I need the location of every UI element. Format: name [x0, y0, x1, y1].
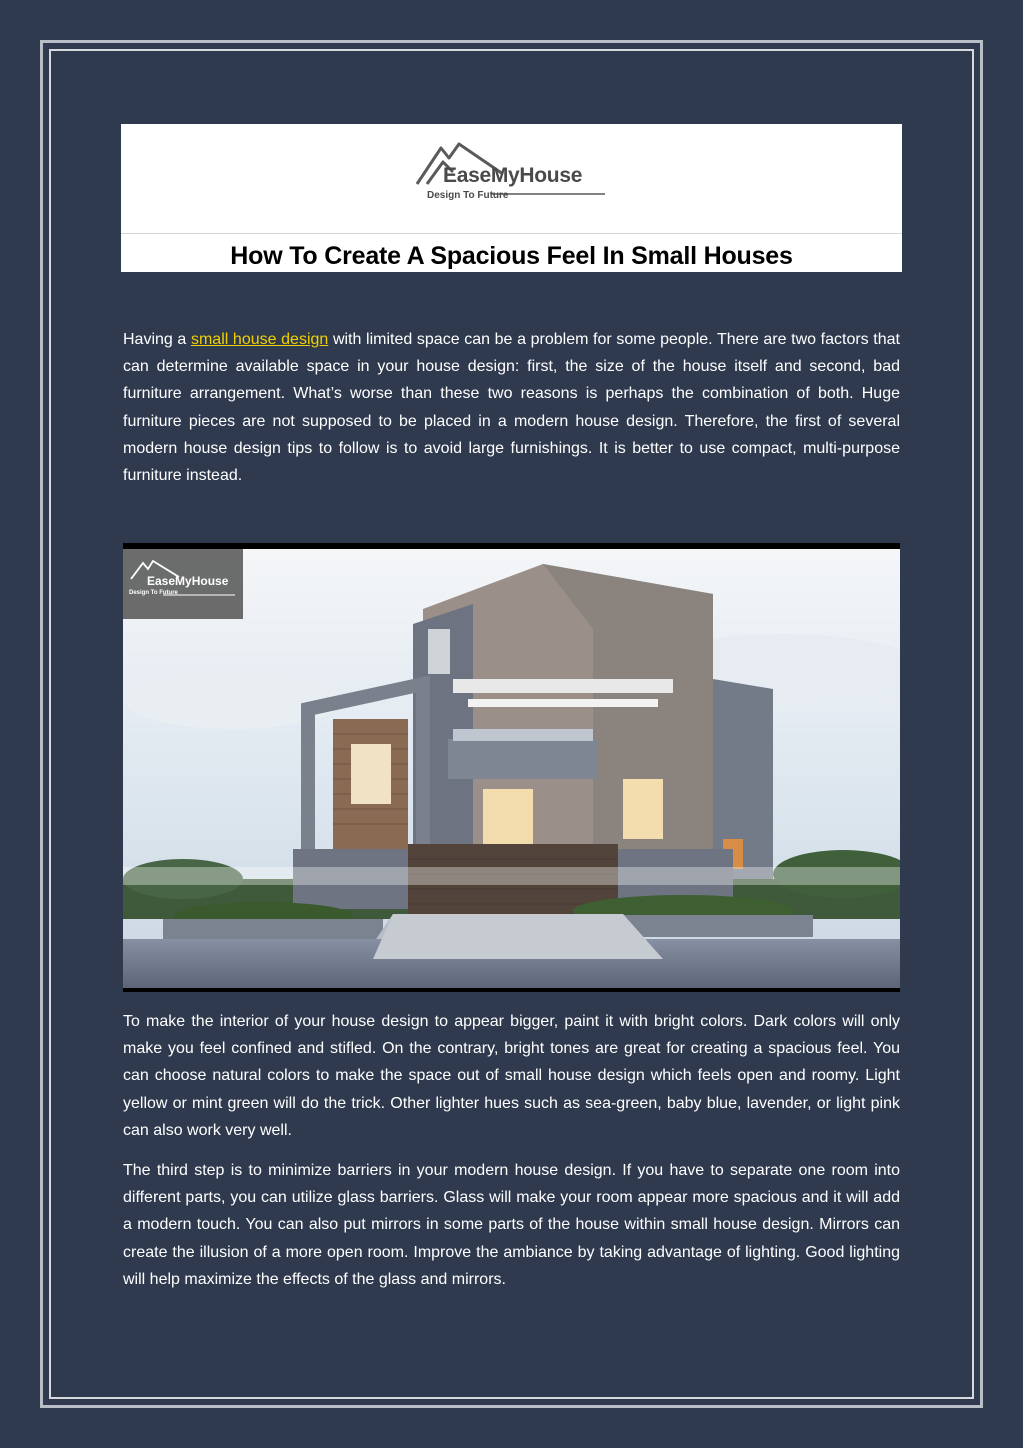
paragraph-colors: To make the interior of your house design to appear bigger, paint it with bright colors. Dark colors will only make you feel confined and stifled. On the contrary, bright tones are great for creating a spacious feel. You can choose natural colors to make the space out of small house design which feels open and roomy. Light yellow or mint green will do the trick. Other lighter hues such as sea-green, baby blue, lavender, or light pink can also work very well.	[123, 1013, 900, 1139]
logo-tagline: Design To Future	[427, 190, 509, 201]
logo-name: EaseMyHouse	[443, 164, 583, 187]
page-title: How To Create A Spacious Feel In Small Houses	[230, 242, 793, 270]
small-house-design-link[interactable]: small house design	[190, 331, 329, 348]
paragraph-barriers: The third step is to minimize barriers in your modern house design. If you have to separate one room into different parts, you can utilize glass barriers. Glass will make your room appear more spacious and it will add a modern touch. You can also put mirrors in some parts of the house within small house design. Mirrors can create the illusion of a more open room. Improve the ambiance by taking advantage of lighting. Good lighting will help maximize the effects of the glass and mirrors.	[123, 1162, 900, 1288]
photo-logo-tagline: Design To Future	[129, 590, 178, 596]
intro-text-before: Having a	[123, 331, 191, 348]
photo-logo-name: EaseMyHouse	[147, 574, 229, 588]
logo-area	[121, 124, 902, 234]
house-photo	[123, 543, 900, 992]
intro-text-after: with limited space can be a problem for some people. There are two factors that can determine available space in your house design: first, the size of the house itself and second, bad furniture arrangement. What’s worse than these two reasons is perhaps the combination of both. Huge furniture pieces are not supposed to be placed in a modern house design. Therefore, the first of several modern house design tips to follow is to avoid large furnishings. It is better to use compact, multi-purpose furniture instead.	[123, 331, 900, 485]
photo-logo	[123, 549, 243, 619]
header-card	[121, 124, 902, 272]
intro-paragraph	[123, 326, 900, 489]
easemyhouse-logo[interactable]	[413, 134, 613, 214]
